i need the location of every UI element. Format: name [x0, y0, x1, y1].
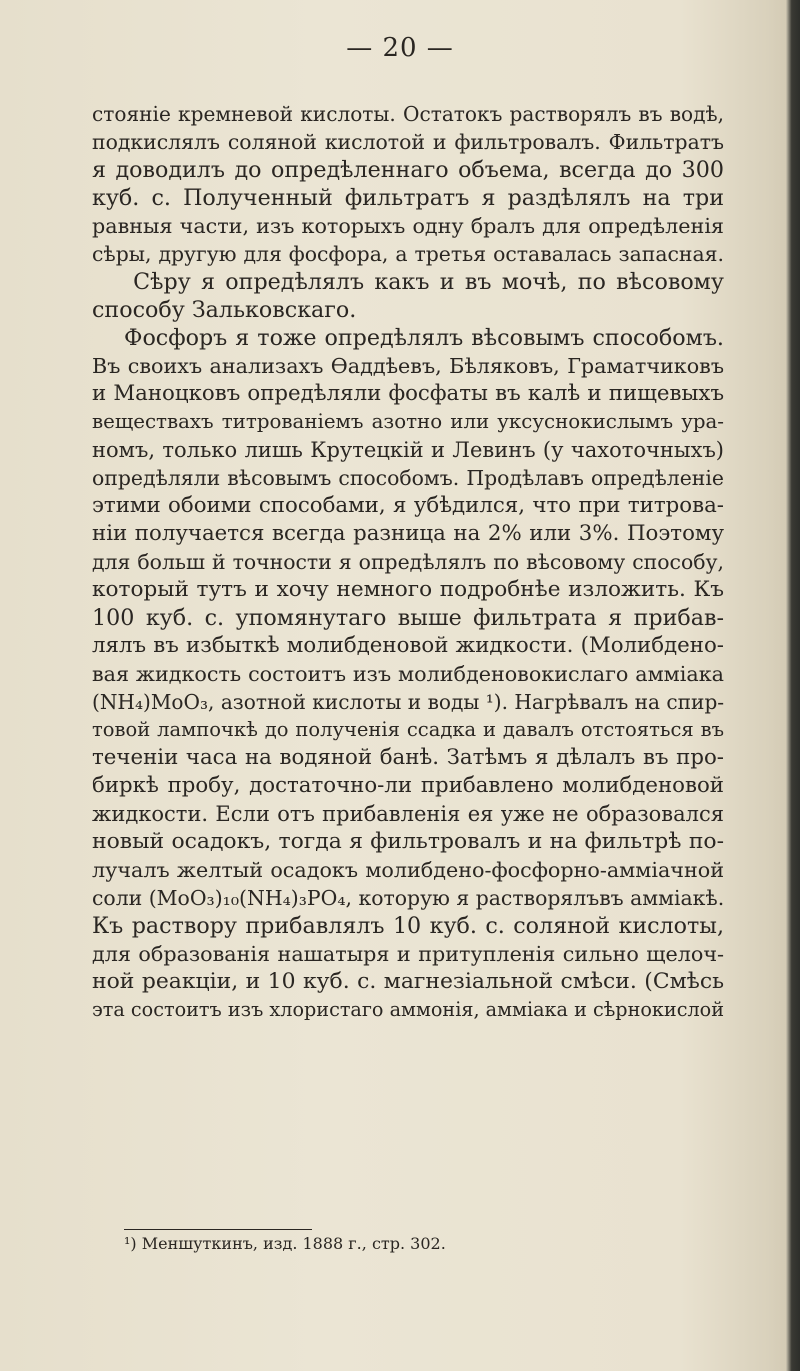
footnote: ¹) Меншуткинъ, изд. 1888 г., стр. 302. — [124, 1234, 446, 1253]
text-line: теченіи часа на водяной банѣ. Затѣмъ я дѣлалъ въ про- — [92, 745, 724, 770]
text-line: способу Зальковскаго. — [92, 297, 357, 323]
text-line: ніи получается всегда разница на 2% или 3%. Поэтому — [92, 521, 724, 546]
text-line: жидкости. Если отъ прибавленія ея уже не образовался — [92, 802, 724, 826]
text-line: Въ своихъ анализахъ Өаддѣевъ, Бѣляковъ, Граматчиковъ — [92, 354, 724, 378]
text-line: биркѣ пробу, достаточно-ли прибавлено молибденовой — [92, 773, 724, 798]
text-line: для образованія нашатыря и притупленія сильно щелоч- — [92, 942, 724, 966]
body-text — [92, 100, 724, 1024]
text-line: подкислялъ соляной кислотой и фильтровалъ. Фильтратъ — [92, 130, 724, 154]
text-line: 100 куб. с. упомянутаго выше фильтрата я прибав- — [92, 605, 724, 631]
text-line: эта состоитъ изъ хлористаго аммонія, амміака и сѣрнокислой — [92, 998, 724, 1021]
text-line: стояніе кремневой кислоты. Остатокъ растворялъ въ водѣ, — [92, 102, 724, 126]
text-line: Къ раствору прибавлялъ 10 куб. с. соляной кислоты, — [92, 913, 724, 939]
text-line: и Маноцковъ опредѣляли фосфаты въ калѣ и пищевыхъ — [92, 381, 724, 406]
text-line: я доводилъ до опредѣленнаго объема, всегда до 300 — [92, 157, 724, 183]
text-line: куб. с. Полученный фильтратъ я раздѣлялъ на три — [92, 185, 724, 211]
text-line: новый осадокъ, тогда я фильтровалъ и на фильтрѣ по- — [92, 829, 724, 854]
text-line: опредѣляли вѣсовымъ способомъ. Продѣлавъ опредѣленіе — [92, 466, 724, 490]
text-line: веществахъ титрованіемъ азотно или уксуснокислымъ ура- — [92, 410, 724, 433]
footnote-divider — [124, 1229, 312, 1230]
text-line: Сѣру я опредѣлялъ какъ и въ мочѣ, по вѣсовому — [92, 269, 724, 295]
text-line: который тутъ и хочу немного подробнѣе изложить. Къ — [92, 577, 724, 602]
text-line: лялъ въ избыткѣ молибденовой жидкости. (Молибдено- — [92, 633, 724, 658]
text-line: вая жидкость состоитъ изъ молибденовокислаго амміака — [92, 662, 724, 686]
page-edge-shadow — [786, 0, 800, 1371]
text-line: равныя части, изъ которыхъ одну бралъ для опредѣленія — [92, 214, 724, 238]
text-line: ной реакціи, и 10 куб. с. магнезіальной смѣси. (Смѣсь — [92, 969, 724, 994]
text-line: соли (MoO₃)₁₀(NH₄)₃PO₄, которую я растворялъвъ амміакѣ. — [92, 886, 725, 910]
text-line: (NH₄)MoO₃, азотной кислоты и воды ¹). Нагрѣвалъ на спир- — [92, 690, 725, 714]
text-line: товой лампочкѣ до полученія ссадка и давалъ отстояться въ — [92, 718, 724, 741]
text-line: этими обоими способами, я убѣдился, что при титрова- — [92, 493, 724, 518]
text-line: сѣры, другую для фосфора, а третья оставалась запасная. — [92, 242, 724, 266]
text-line: для больш й точности я опредѣлялъ по вѣсовому способу, — [92, 550, 724, 574]
text-line: номъ, только лишь Крутецкій и Левинъ (у чахоточныхъ) — [92, 438, 724, 462]
text-line: лучалъ желтый осадокъ молибдено-фосфорно-амміачной — [92, 858, 724, 882]
text-line: Фосфоръ я тоже опредѣлялъ вѣсовымъ способомъ. — [92, 325, 724, 351]
page-number: — 20 — — [346, 33, 454, 63]
